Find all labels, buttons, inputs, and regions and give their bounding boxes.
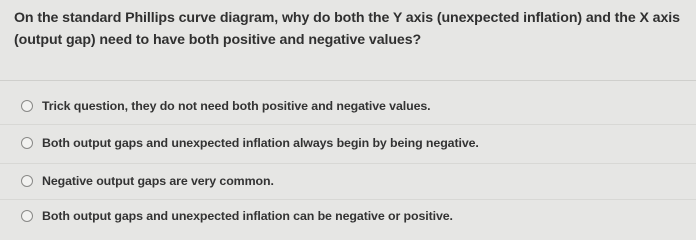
option-divider <box>0 163 696 164</box>
answer-option-label: Both output gaps and unexpected inflation always begin by being negative. <box>42 136 479 150</box>
question-text: On the standard Phillips curve diagram, why do both the Y axis (unexpected inflation) and the X axis (output gap) need to have both positive and negative values? <box>14 10 680 48</box>
answer-option-4[interactable] <box>0 202 696 230</box>
question-divider <box>0 80 696 81</box>
option-divider <box>0 124 696 125</box>
radio-button[interactable] <box>21 210 33 222</box>
answer-option-label: Negative output gaps are very common. <box>42 174 274 188</box>
radio-button[interactable] <box>21 137 33 149</box>
option-divider <box>0 199 696 200</box>
radio-button[interactable] <box>21 175 33 187</box>
answer-option-label: Both output gaps and unexpected inflation can be negative or positive. <box>42 209 453 223</box>
answer-option-3[interactable] <box>0 167 696 195</box>
answer-option-1[interactable] <box>0 92 696 120</box>
answer-option-2[interactable] <box>0 129 696 157</box>
radio-button[interactable] <box>21 100 33 112</box>
answer-option-label: Trick question, they do not need both positive and negative values. <box>42 99 431 113</box>
